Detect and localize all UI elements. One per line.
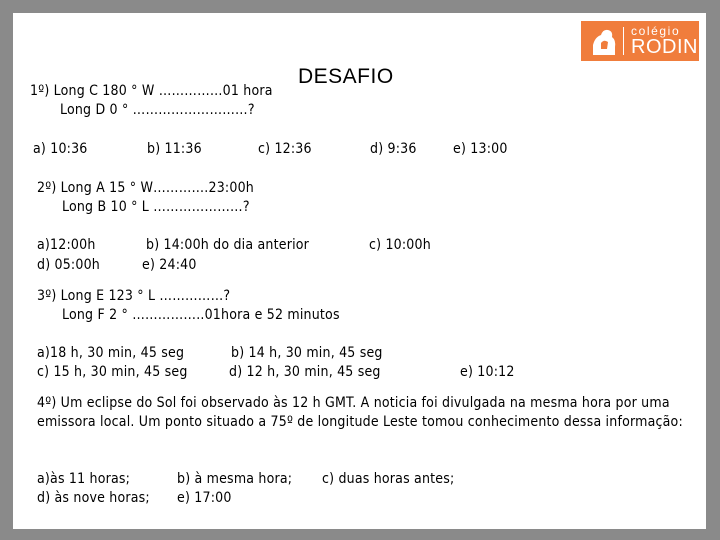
q2-option-c: c) 10:00h [369, 237, 431, 253]
q4-option-c: c) duas horas antes; [322, 471, 455, 487]
q4-option-b: b) à mesma hora; [177, 471, 293, 487]
rodin-statue-icon [589, 25, 619, 57]
q1-line-2: Long D 0 ° ………………………? [60, 102, 255, 118]
q2-option-a: a)12:00h [37, 237, 96, 253]
school-logo [581, 21, 699, 61]
q2-option-d: d) 05:00h [37, 257, 100, 273]
logo-separator [623, 27, 624, 55]
q2-option-e: e) 24:40 [142, 257, 197, 273]
q4-text: 4º) Um eclipse do Sol foi observado às 12 h GMT. A noticia foi divulgada na mesma hora por uma emissora local. Um ponto situado a 75º de longitude Leste tomou conhecimento dessa informação: [37, 395, 683, 430]
q1-option-d: d) 9:36 [370, 141, 417, 157]
q3-option-d: d) 12 h, 30 min, 45 seg [229, 364, 381, 380]
q3-line-2: Long F 2 ° ……………..01hora e 52 minutos [62, 307, 340, 323]
q1-option-e: e) 13:00 [453, 141, 508, 157]
q1-option-b: b) 11:36 [147, 141, 202, 157]
slide [13, 13, 706, 529]
q3-option-c: c) 15 h, 30 min, 45 seg [37, 364, 188, 380]
q4-option-e: e) 17:00 [177, 490, 232, 506]
q1-line-1: 1º) Long C 180 ° W ……………01 hora [30, 83, 273, 99]
logo-big-text: RODIN [631, 36, 698, 58]
q2-option-b: b) 14:00h do dia anterior [146, 237, 310, 253]
page-title: DESAFIO [298, 65, 394, 88]
q1-option-a: a) 10:36 [33, 141, 88, 157]
q4-option-a: a)às 11 horas; [37, 471, 131, 487]
q1-option-c: c) 12:36 [258, 141, 312, 157]
logo-small-text: colégio [631, 24, 681, 38]
q3-option-e: e) 10:12 [460, 364, 515, 380]
q3-option-b: b) 14 h, 30 min, 45 seg [231, 345, 383, 361]
q2-line-1: 2º) Long A 15 ° W………….23:00h [37, 180, 254, 196]
q4-option-d: d) às nove horas; [37, 490, 150, 506]
q3-line-1: 3º) Long E 123 ° L ……………? [37, 288, 231, 304]
q3-option-a: a)18 h, 30 min, 45 seg [37, 345, 185, 361]
q2-line-2: Long B 10 ° L …………………? [62, 199, 250, 215]
